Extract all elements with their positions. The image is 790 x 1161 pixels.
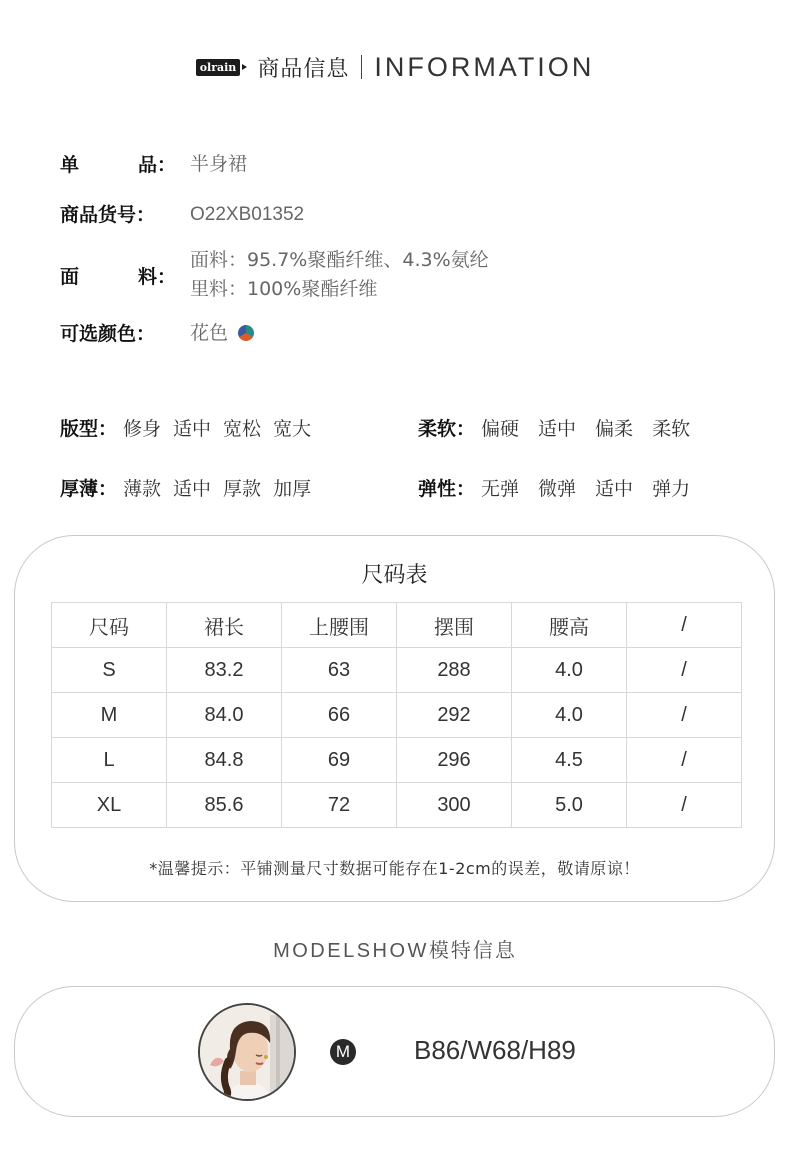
info-fabric-label-b: 料： — [137, 266, 176, 288]
attr-elasticity-option: 弹力 — [652, 477, 691, 500]
brand-logo — [196, 59, 248, 76]
size-chart-cell: 4.0 — [512, 648, 627, 693]
attr-thickness-option: 厚款 — [223, 477, 262, 500]
size-chart-header-cell: 上腰围 — [282, 603, 397, 648]
size-chart-cell: 4.0 — [512, 693, 627, 738]
size-chart-cell: 69 — [282, 738, 397, 783]
size-chart-tip: *温馨提示：平铺测量尺寸数据可能存在1-2cm的误差，敬请原谅！ — [149, 859, 640, 878]
logo-arrow-icon — [242, 64, 247, 70]
size-chart-cell: 72 — [282, 783, 397, 828]
size-chart-cell: 288 — [397, 648, 512, 693]
model-title-cn: 模特信息 — [428, 938, 517, 962]
size-chart-row — [52, 738, 742, 783]
size-chart-cell: 84.8 — [167, 738, 282, 783]
attr-softness-row — [418, 410, 690, 444]
info-fabric-row — [60, 246, 489, 304]
model-portrait-image — [200, 1005, 296, 1101]
size-chart-cell: / — [627, 783, 742, 828]
info-item-label-a: 单 — [60, 154, 80, 176]
attr-thickness-option: 加厚 — [273, 477, 312, 500]
attr-thickness-row — [60, 470, 311, 504]
attr-softness-option: 偏柔 — [595, 417, 634, 440]
size-chart-cell: M — [52, 693, 167, 738]
size-chart-cell: 66 — [282, 693, 397, 738]
info-sku-value: O22XB01352 — [190, 204, 305, 225]
info-color-row — [60, 319, 254, 348]
attr-fit-option: 宽松 — [223, 417, 262, 440]
attr-softness-option: 柔软 — [652, 417, 691, 440]
attr-fit-option: 修身 — [123, 417, 162, 440]
size-chart-header-cell: / — [627, 603, 742, 648]
size-chart-cell: 300 — [397, 783, 512, 828]
header-divider — [361, 55, 362, 79]
attr-softness-option: 偏硬 — [481, 417, 520, 440]
attr-elasticity-option: 微弹 — [538, 477, 577, 500]
attr-fit-option-selected: 适中 — [173, 414, 211, 441]
size-chart-header-row — [52, 603, 742, 648]
info-item-label-b: 品： — [137, 154, 176, 176]
info-sku-row — [60, 200, 304, 229]
info-fabric-label-a: 面 — [60, 266, 80, 288]
size-chart-row — [52, 648, 742, 693]
model-section-title — [0, 934, 790, 963]
model-panel — [14, 986, 775, 1117]
size-chart-title: 尺码表 — [361, 563, 428, 588]
size-chart-row — [52, 783, 742, 828]
size-chart-cell: 292 — [397, 693, 512, 738]
model-title-en: MODELSHOW — [273, 940, 429, 962]
size-chart-cell: / — [627, 693, 742, 738]
size-chart-cell: / — [627, 738, 742, 783]
size-chart-cell: 5.0 — [512, 783, 627, 828]
size-chart-cell: 84.0 — [167, 693, 282, 738]
size-chart-panel — [14, 535, 775, 902]
model-measurements: B86/W68/H89 — [414, 1035, 576, 1065]
fabric-outer-line: 面料：95.7%聚酯纤维、4.3%氨纶 — [190, 249, 489, 271]
size-chart-cell: 63 — [282, 648, 397, 693]
color-name: 花色 — [190, 322, 229, 344]
size-chart-cell: / — [627, 648, 742, 693]
info-item-row — [60, 150, 247, 179]
size-chart-cell: 85.6 — [167, 783, 282, 828]
size-chart-row — [52, 693, 742, 738]
info-color-value — [190, 319, 254, 348]
size-chart-cell: S — [52, 648, 167, 693]
info-color-label: 可选颜色： — [60, 323, 156, 345]
size-chart-cell: XL — [52, 783, 167, 828]
page-header — [0, 50, 790, 84]
info-item-label — [60, 150, 180, 177]
info-item-value: 半身裙 — [190, 153, 248, 175]
size-chart-cell: 83.2 — [167, 648, 282, 693]
fabric-lining-line: 里料：100%聚酯纤维 — [190, 278, 378, 300]
color-swatch-icon — [238, 325, 254, 341]
attr-elasticity-label: 弹性： — [418, 477, 476, 500]
attr-fit-label: 版型： — [60, 417, 118, 440]
size-chart-cell: 4.5 — [512, 738, 627, 783]
brand-logo-text: olrain — [196, 59, 241, 76]
model-avatar — [198, 1003, 296, 1101]
attr-elasticity-row — [418, 470, 690, 504]
size-chart-header-cell: 腰高 — [512, 603, 627, 648]
attr-fit-row — [60, 410, 311, 444]
attr-softness-option-selected: 适中 — [538, 414, 576, 441]
model-size-badge: M — [330, 1039, 356, 1065]
size-chart-header-cell: 尺码 — [52, 603, 167, 648]
size-chart-header-cell: 裙长 — [167, 603, 282, 648]
size-chart-cell: L — [52, 738, 167, 783]
info-fabric-label — [60, 262, 180, 289]
size-chart-cell: 296 — [397, 738, 512, 783]
header-title-cn: 商品信息 — [257, 56, 350, 82]
attr-fit-option: 宽大 — [273, 417, 312, 440]
attr-thickness-option-selected: 适中 — [173, 474, 211, 501]
info-fabric-value — [190, 246, 489, 304]
attr-thickness-option: 薄款 — [123, 477, 162, 500]
size-chart-header-cell: 摆围 — [397, 603, 512, 648]
header-title-en: INFORMATION — [374, 51, 595, 82]
attr-softness-label: 柔软： — [418, 417, 476, 440]
info-sku-label: 商品货号： — [60, 204, 156, 226]
attr-elasticity-option: 无弹 — [481, 477, 520, 500]
attr-elasticity-option-selected: 适中 — [595, 474, 633, 501]
size-chart-table — [51, 602, 742, 828]
attr-thickness-label: 厚薄： — [60, 477, 118, 500]
